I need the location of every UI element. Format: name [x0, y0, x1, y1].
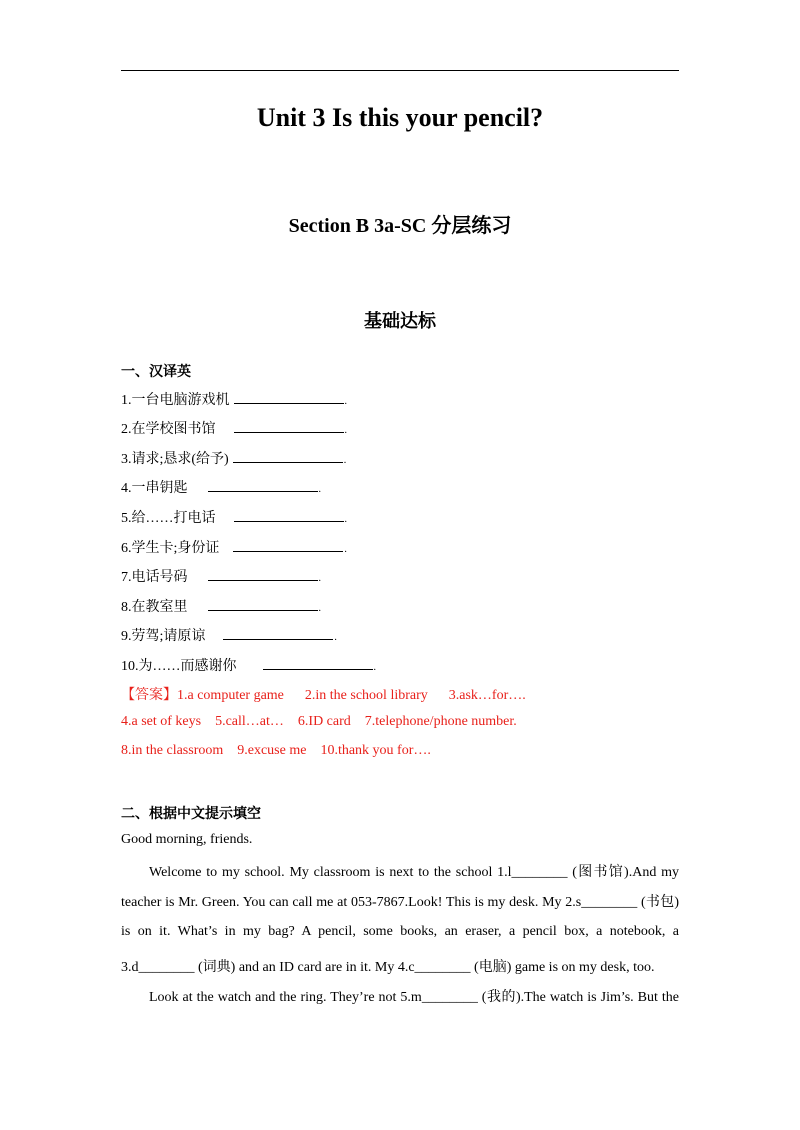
exercise-item: [121, 596, 321, 616]
passage-line: [121, 956, 679, 976]
answer-line: 【答案】1.a computer game 2.in the school library 3.ask…for….: [121, 688, 526, 703]
part2-heading: 二、根据中文提示填空: [121, 806, 261, 822]
item-end: .: [318, 603, 321, 614]
answer-blank[interactable]: [223, 626, 333, 640]
exercise-item: [121, 418, 347, 438]
exercise-item: [121, 655, 376, 675]
answer-blank[interactable]: [233, 449, 343, 463]
passage-text: is on it. What’s in my bag? A pencil, some books, an eraser, a pencil box, a notebook, a: [121, 924, 679, 939]
exercise-item: [121, 566, 321, 586]
answer-line: 8.in the classroom 9.excuse me 10.thank you for….: [121, 743, 431, 758]
answer-blank[interactable]: [234, 508, 344, 522]
item-prompt: 2.在学校图书馆: [121, 422, 216, 437]
passage-text: Look at the watch and the ring. They’re not 5.m________ (我的).The watch is Jim’s. But the: [149, 990, 679, 1005]
item-end: .: [373, 662, 376, 673]
exercise-item: [121, 477, 321, 497]
item-end: .: [334, 632, 337, 643]
answer-blank[interactable]: [234, 419, 344, 433]
answer-blank[interactable]: [233, 538, 343, 552]
item-end: .: [318, 573, 321, 584]
part1-heading: 一、汉译英: [121, 364, 191, 380]
passage-line: [121, 924, 679, 940]
item-prompt: 6.学生卡;身份证: [121, 541, 220, 556]
passage-line: [149, 861, 679, 881]
exercise-item: [121, 537, 347, 557]
item-end: .: [343, 455, 347, 466]
item-end: .: [344, 396, 347, 407]
item-end: .: [344, 425, 347, 436]
answer-blank[interactable]: [234, 390, 344, 404]
item-prompt: 8.在教室里: [121, 600, 188, 615]
passage-text: 3.d________ (词典) and an ID card are in it. My 4.c________ (电脑) game is on my desk, too.: [121, 960, 655, 975]
section-subtitle: Section B 3a-SC 分层练习: [288, 215, 512, 237]
item-prompt: 1.一台电脑游戏机: [121, 393, 230, 408]
answer-blank[interactable]: [208, 597, 318, 611]
passage-greeting: Good morning, friends.: [121, 832, 253, 847]
item-end: .: [344, 514, 347, 525]
passage-line: [149, 986, 679, 1006]
item-prompt: 7.电话号码: [121, 570, 188, 585]
answer-blank[interactable]: [208, 478, 318, 492]
level-heading: 基础达标: [364, 311, 436, 332]
item-prompt: 10.为……而感谢你: [121, 659, 237, 674]
passage-text: teacher is Mr. Green. You can call me at 053-7867.Look! This is my desk. My 2.s________ (书包): [121, 895, 679, 910]
item-prompt: 5.给……打电话: [121, 511, 216, 526]
exercise-item: [121, 389, 347, 409]
answer-blank[interactable]: [208, 567, 318, 581]
answer-blank[interactable]: [263, 656, 373, 670]
exercise-item: [121, 507, 347, 527]
item-end: .: [318, 484, 321, 495]
exercise-item: [121, 448, 346, 468]
exercise-item: [121, 625, 337, 645]
passage-line: [121, 891, 679, 911]
item-prompt: 3.请求;恳求(给予): [121, 452, 229, 467]
answer-line: 4.a set of keys 5.call…at… 6.ID card 7.telephone/phone number.: [121, 714, 517, 729]
item-prompt: 9.劳驾;请原谅: [121, 629, 206, 644]
passage-text: Welcome to my school. My classroom is next to the school 1.l________ (图书馆).And my: [149, 865, 679, 880]
header-rule: [121, 70, 679, 71]
page-title: Unit 3 Is this your pencil?: [256, 103, 544, 132]
item-end: .: [344, 544, 347, 555]
item-prompt: 4.一串钥匙: [121, 481, 188, 496]
